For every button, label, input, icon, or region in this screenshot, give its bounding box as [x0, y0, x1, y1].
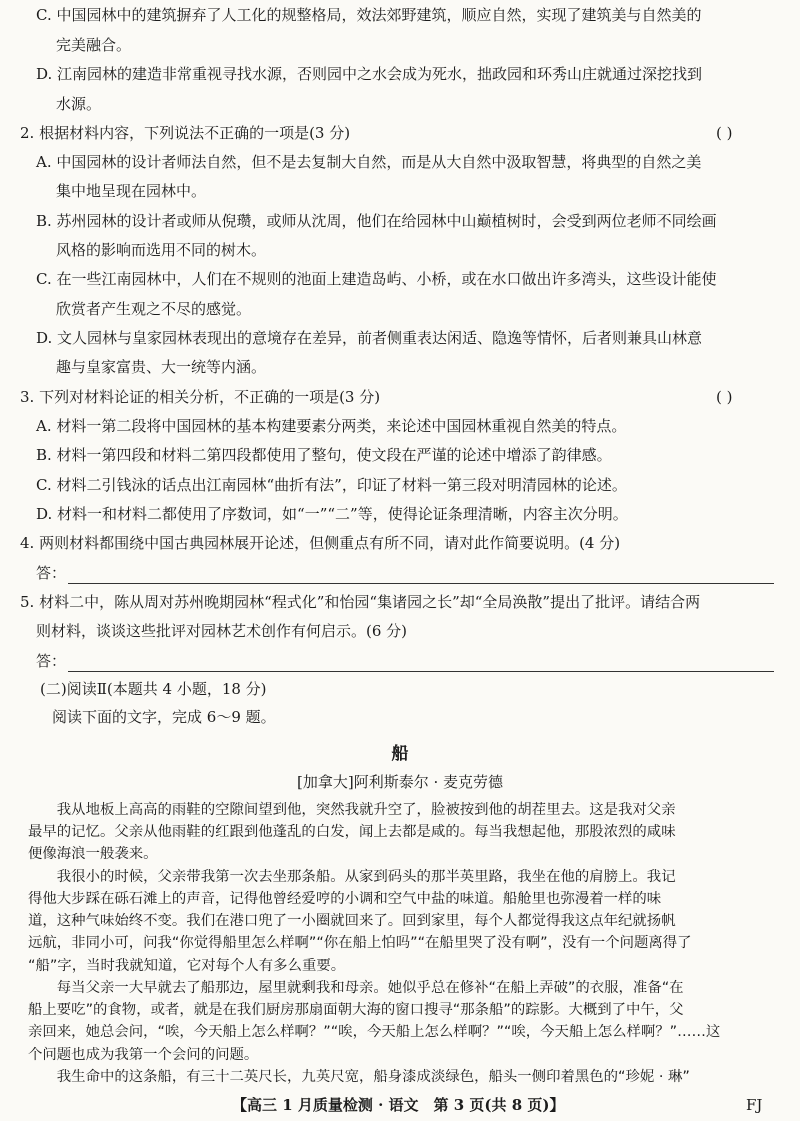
q2-option-c-line1: C. 在一些江南园林中，人们在不规则的池面上建造岛屿、小桥，或在水口做出许多湾头，这些设计能使: [36, 270, 717, 288]
question-5-answer-label: 答：: [36, 652, 67, 670]
option-c-line1: C. 中国园林中的建筑摒弃了人工化的规整格局，效法郊野建筑，顺应自然，实现了建筑美与自然美的: [36, 6, 702, 24]
q2-option-c-line2: 欣赏者产生观之不尽的感觉。: [56, 300, 252, 318]
q2-option-a-line2: 集中地呈现在园林中。: [56, 182, 207, 200]
q3-option-c: C. 材料二引钱泳的话点出江南园林“曲折有法”，印证了材料一第三段对明清园林的论述。: [36, 476, 627, 494]
question-4-answer-label: 答：: [36, 564, 67, 582]
question-4-answer-line[interactable]: [68, 583, 774, 584]
story-line: 得他大步踩在砾石滩上的声音，记得他曾经爱哼的小调和空气中盐的味道。船舱里也弥漫着一样的味: [28, 891, 662, 907]
story-byline: [加拿大]阿利斯泰尔 · 麦克劳德: [296, 773, 503, 791]
option-c-line2: 完美融合。: [56, 36, 132, 54]
question-4-stem: 4. 两则材料都围绕中国古典园林展开论述，但侧重点有所不同，请对此作简要说明。(4 分): [20, 534, 621, 552]
story-title: 船: [391, 744, 409, 764]
story-line: 我很小的时候，父亲带我第一次去坐那条船。从家到码头的那半英里路，我坐在他的肩膀上。我记: [28, 869, 676, 885]
story-line: 便像海浪一般袭来。: [28, 846, 158, 862]
story-line: 亲回来，她总会问，“唉，今天船上怎么样啊？”“唉，今天船上怎么样啊？”“唉，今天船上怎么样啊？”……这: [28, 1024, 721, 1040]
story-line: 远航，非同小可，问我“你觉得船里怎么样啊”“你在船上怕吗”“在船里哭了没有啊”，没有一个问题离得了: [28, 935, 692, 951]
option-d-line1: D. 江南园林的建造非常重视寻找水源，否则园中之水会成为死水，拙政园和环秀山庄就通过深挖找到: [36, 65, 703, 83]
question-3-stem: 3. 下列对材料论证的相关分析，不正确的一项是(3 分): [20, 388, 381, 406]
story-line: 最早的记忆。父亲从他雨鞋的红跟到他蓬乱的白发，闻上去都是咸的。每当我想起他，那股浓烈的咸味: [28, 824, 676, 840]
q3-option-a: A. 材料一第二段将中国园林的基本构建要素分两类，来论述中国园林重视自然美的特点。: [36, 417, 627, 435]
section-instruction: 阅读下面的文字，完成 6～9 题。: [52, 708, 276, 726]
story-line: 个问题也成为我第一个会问的问题。: [28, 1047, 259, 1063]
q2-option-a-line1: A. 中国园林的设计者师法自然，但不是去复制大自然，而是从大自然中汲取智慧，将典型的自然之美: [36, 153, 702, 171]
q2-option-b-line1: B. 苏州园林的设计者或师从倪瓒，或师从沈周，他们在给园林中山巅植树时，会受到两位老师不同绘画: [36, 212, 717, 230]
question-2-stem: 2. 根据材料内容，下列说法不正确的一项是(3 分): [20, 124, 351, 142]
story-line: 每当父亲一大早就去了船那边，屋里就剩我和母亲。她似乎总在修补“在船上弄破”的衣服，准备“在: [28, 980, 684, 996]
question-5-stem-line2: 则材料，谈谈这些批评对园林艺术创作有何启示。(6 分): [36, 622, 408, 640]
q2-option-d-line1: D. 文人园林与皇家园林表现出的意境存在差异，前者侧重表达闲适、隐逸等情怀，后者则兼具山林意: [36, 329, 703, 347]
question-3-answer-paren[interactable]: ( ): [716, 388, 733, 406]
story-line: 我从地板上高高的雨鞋的空隙间望到他，突然我就升空了，脸被按到他的胡茬里去。这是我对父亲: [28, 802, 676, 818]
section-heading: (二)阅读Ⅱ(本题共 4 小题，18 分): [40, 680, 267, 698]
q2-option-b-line2: 风格的影响而选用不同的树木。: [56, 241, 267, 259]
option-d-line2: 水源。: [56, 95, 102, 113]
footer-code: FJ: [746, 1096, 763, 1114]
story-line: “船”字，当时我就知道，它对每个人有多么重要。: [28, 958, 346, 974]
question-2-answer-paren[interactable]: ( ): [716, 124, 733, 142]
question-5-stem-line1: 5. 材料二中，陈从周对苏州晚期园林“程式化”和怡园“集诸园之长”却“全局涣散”提出了批评。请结合两: [20, 593, 701, 611]
question-5-answer-line[interactable]: [68, 671, 774, 672]
q2-option-d-line2: 趣与皇家富贵、大一统等内涵。: [56, 358, 267, 376]
story-line: 道，这种气味始终不变。我们在港口兜了一小圈就回来了。回到家里，每个人都觉得我这点年纪就扬帆: [28, 913, 676, 929]
page-footer: 【高三 1 月质量检测 · 语文 第 3 页(共 8 页)】: [232, 1096, 565, 1114]
q3-option-d: D. 材料一和材料二都使用了序数词，如“一”“二”等，使得论证条理清晰，内容主次分明。: [36, 505, 628, 523]
story-line: 我生命中的这条船，有三十二英尺长，九英尺宽，船身漆成淡绿色，船头一侧印着黑色的“珍妮 · 琳”: [28, 1069, 690, 1085]
story-line: 船上要吃”的食物，或者，就是在我们厨房那扇面朝大海的窗口搜寻“那条船”的踪影。大概到了中午，父: [28, 1002, 684, 1018]
q3-option-b: B. 材料一第四段和材料二第四段都使用了整句，使文段在严谨的论述中增添了韵律感。: [36, 446, 612, 464]
